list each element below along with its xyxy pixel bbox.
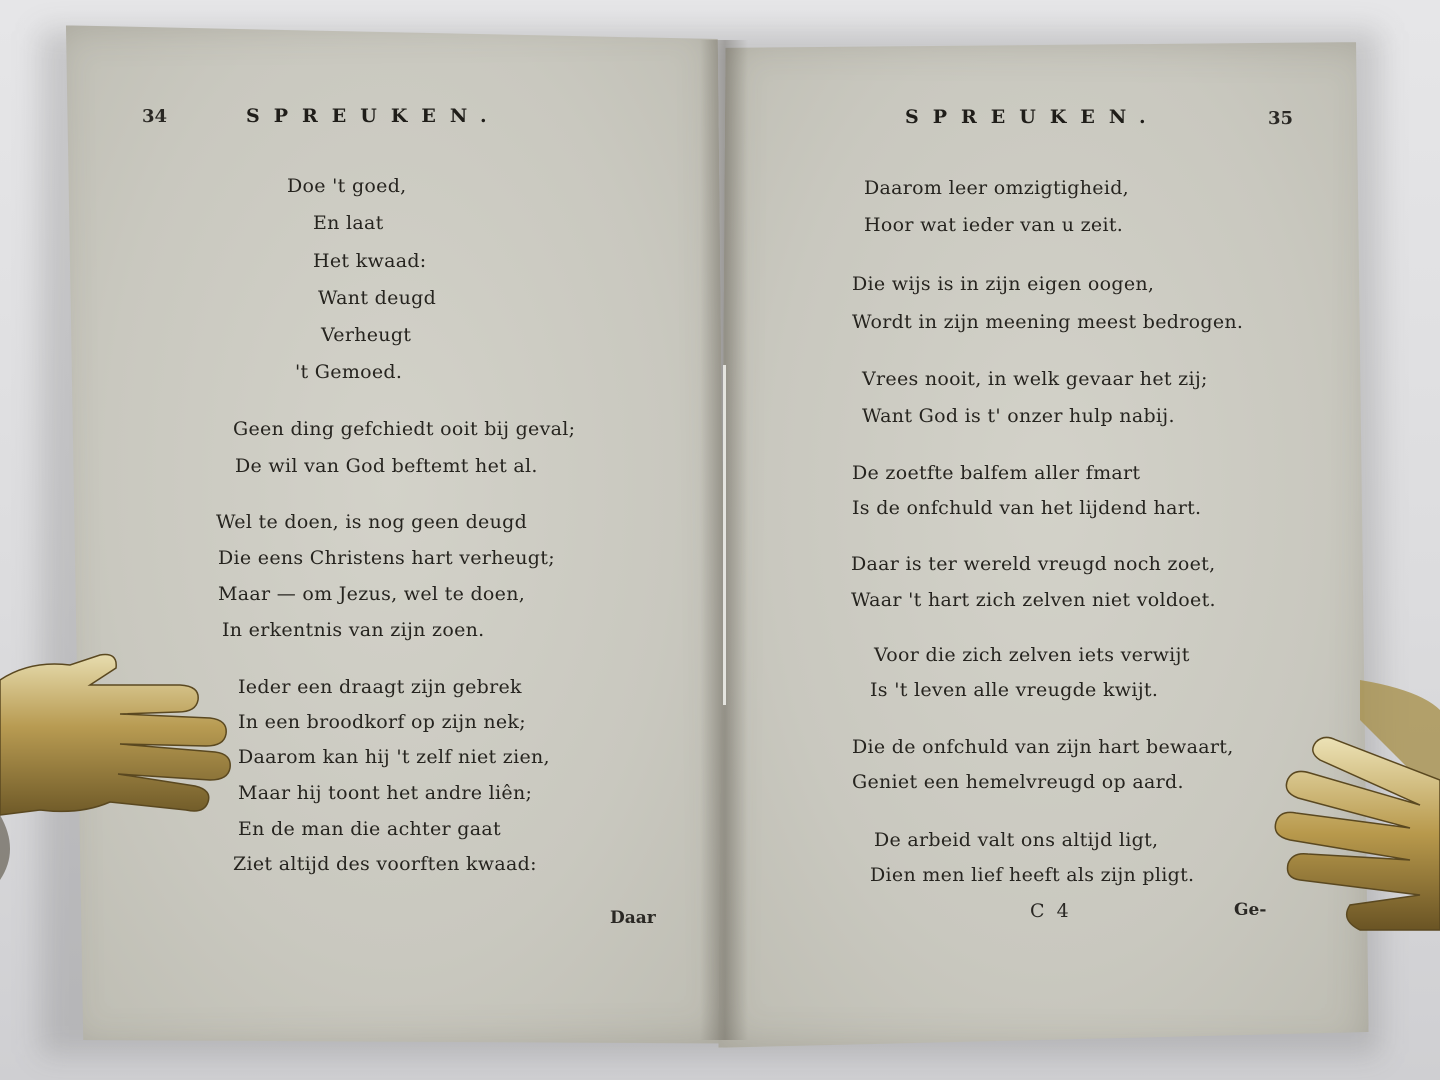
verse-line: Wordt in zijn meening meest bedrogen. bbox=[852, 311, 1244, 333]
verse-line: En laat bbox=[313, 212, 384, 234]
left-page bbox=[53, 19, 729, 1051]
verse-line: Daarom leer omzigtigheid, bbox=[864, 177, 1129, 199]
verse-line: 't Gemoed. bbox=[295, 361, 403, 383]
verse-line: Verheugt bbox=[321, 324, 412, 346]
left-running-header: SPREUKEN. bbox=[246, 105, 501, 127]
verse-line: Ziet altijd des voorften kwaad: bbox=[233, 853, 537, 875]
verse-line: De wil van God beftemt het al. bbox=[235, 455, 538, 477]
signature-mark: C 4 bbox=[1030, 900, 1072, 922]
verse-line: Daar is ter wereld vreugd noch zoet, bbox=[851, 553, 1216, 575]
verse-line: Geen ding gefchiedt ooit bij geval; bbox=[233, 418, 576, 440]
left-catchword: Daar bbox=[610, 908, 656, 928]
verse-line: Voor die zich zelven iets verwijt bbox=[874, 644, 1190, 666]
verse-line: Ieder een draagt zijn gebrek bbox=[238, 676, 522, 698]
verse-line: Is de onfchuld van het lijdend hart. bbox=[852, 497, 1202, 519]
right-page-number: 35 bbox=[1268, 108, 1294, 129]
verse-line: De arbeid valt ons altijd ligt, bbox=[874, 829, 1159, 851]
verse-line: Die de onfchuld van zijn hart bewaart, bbox=[852, 736, 1234, 758]
right-running-header: SPREUKEN. bbox=[905, 106, 1160, 128]
verse-line: De zoetfte balfem aller fmart bbox=[852, 462, 1141, 484]
verse-line: In een broodkorf op zijn nek; bbox=[238, 711, 526, 733]
verse-line: Geniet een hemelvreugd op aard. bbox=[852, 771, 1184, 793]
verse-line: Hoor wat ieder van u zeit. bbox=[864, 214, 1124, 236]
verse-line: Is 't leven alle vreugde kwijt. bbox=[870, 679, 1159, 701]
verse-line: Het kwaad: bbox=[313, 250, 427, 272]
left-page-number: 34 bbox=[142, 106, 168, 127]
verse-line: En de man die achter gaat bbox=[238, 818, 501, 840]
left-brass-hand-clip bbox=[0, 640, 240, 890]
binding-thread bbox=[723, 365, 726, 705]
verse-line: Die eens Christens hart verheugt; bbox=[218, 547, 555, 569]
verse-line: Vrees nooit, in welk gevaar het zij; bbox=[862, 368, 1208, 390]
verse-line: Doe 't goed, bbox=[287, 175, 407, 197]
verse-line: Die wijs is in zijn eigen oogen, bbox=[852, 273, 1155, 295]
verse-line: Want God is t' onzer hulp nabij. bbox=[862, 405, 1175, 427]
verse-line: Dien men lief heeft als zijn pligt. bbox=[870, 864, 1195, 886]
verse-line: Waar 't hart zich zelven niet voldoet. bbox=[851, 589, 1216, 611]
verse-line: In erkentnis van zijn zoen. bbox=[222, 619, 485, 641]
verse-line: Daarom kan hij 't zelf niet zien, bbox=[238, 746, 550, 768]
verse-line: Maar — om Jezus, wel te doen, bbox=[218, 583, 526, 605]
right-catchword: Ge- bbox=[1234, 900, 1267, 920]
verse-line: Want deugd bbox=[318, 287, 437, 309]
right-brass-hand-clip bbox=[1270, 680, 1440, 950]
verse-line: Wel te doen, is nog geen deugd bbox=[216, 511, 528, 533]
verse-line: Maar hij toont het andre liên; bbox=[238, 782, 533, 804]
